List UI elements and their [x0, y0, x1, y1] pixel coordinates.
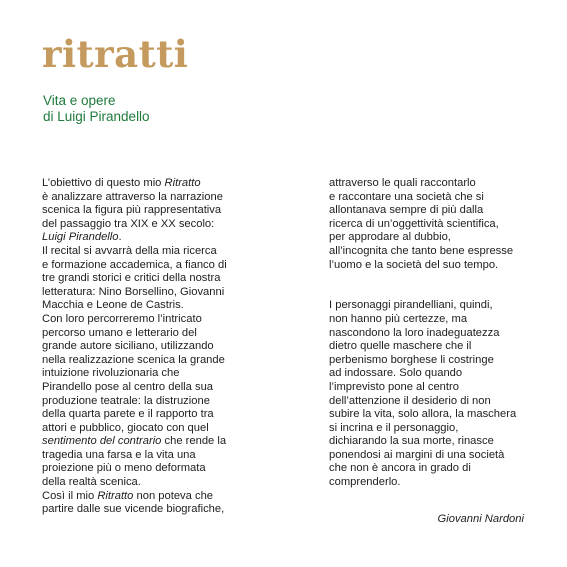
- text-line: [42, 327, 282, 341]
- text-line: [42, 218, 282, 232]
- text-line: [329, 259, 539, 273]
- text-line: [42, 340, 282, 354]
- text-line: [42, 272, 282, 286]
- text-segment: scenica la figura più rappresentativa: [42, 204, 222, 217]
- text-segment: partire dalle sue vicende biografiche,: [42, 503, 225, 516]
- text-line: [42, 313, 282, 327]
- text-line: [329, 422, 539, 436]
- text-segment: comprenderlo.: [329, 476, 401, 489]
- paragraph-gap: [329, 272, 539, 286]
- text-line: [42, 503, 282, 517]
- text-line: [42, 422, 282, 436]
- text-segment: ricerca di un’oggettività scientifica,: [329, 217, 499, 230]
- text-segment: L’obiettivo di questo mio: [42, 177, 165, 189]
- text-segment: I personaggi pirandelliani, quindi,: [329, 299, 493, 312]
- text-line: [329, 476, 539, 490]
- text-segment: Il recital si avvarrà della mia ricerca: [42, 244, 217, 257]
- text-line: [42, 476, 282, 490]
- text-line: [329, 191, 539, 205]
- text-line: [329, 177, 539, 191]
- text-line: [42, 449, 282, 463]
- text-segment: grande autore siciliano, utilizzando: [42, 340, 214, 353]
- text-line: [42, 286, 282, 300]
- author-signature: Giovanni Nardoni: [437, 513, 524, 525]
- text-segment: l’uomo e la società del suo tempo.: [329, 258, 499, 271]
- text-segment: all’incognita che tanto bene espresse: [329, 244, 514, 257]
- text-segment: Pirandello pose al centro della sua: [42, 380, 214, 393]
- text-segment: subire la vita, solo allora, la maschera: [329, 408, 517, 421]
- text-segment: percorso umano e letterario del: [42, 326, 197, 339]
- text-segment: dichiarando la sua morte, rinasce: [329, 435, 494, 448]
- text-segment: proiezione più o meno deformata: [42, 462, 206, 475]
- text-column-left: [42, 177, 282, 517]
- text-line: [329, 245, 539, 259]
- subtitle-line: di Luigi Pirandello: [43, 108, 150, 124]
- text-segment: nella realizzazione scenica la grande: [42, 353, 225, 366]
- text-line: [42, 435, 282, 449]
- text-segment: non hanno più certezze, ma: [329, 312, 468, 325]
- text-line: [42, 177, 282, 191]
- text-segment: attori e pubblico, giocato con quel: [42, 421, 209, 434]
- text-segment: del passaggio tra XIX e XX secolo:: [42, 217, 215, 230]
- text-segment: dietro quelle maschere che il: [329, 340, 472, 353]
- text-segment: per approdare al dubbio,: [329, 231, 451, 244]
- text-line: [42, 395, 282, 409]
- text-segment: .: [118, 231, 122, 244]
- text-line: [329, 381, 539, 395]
- text-line: [329, 435, 539, 449]
- italic-text: Luigi Pirandello: [42, 231, 119, 244]
- text-segment: l’imprevisto pone al centro: [329, 380, 459, 393]
- text-segment: della quarta parete e il rapporto tra: [42, 408, 214, 421]
- text-line: [329, 204, 539, 218]
- text-segment: tre grandi storici e critici della nostra: [42, 272, 221, 285]
- subtitle: [43, 93, 150, 124]
- text-segment: ad indossare. Solo quando: [329, 367, 463, 380]
- text-line: [329, 327, 539, 341]
- text-line: [329, 313, 539, 327]
- text-line: [329, 299, 539, 313]
- text-line: [42, 245, 282, 259]
- text-line: [329, 449, 539, 463]
- text-line: [42, 191, 282, 205]
- text-line: [42, 381, 282, 395]
- text-segment: perbenismo borghese li costringe: [329, 353, 494, 366]
- text-segment: e raccontare una società che si: [329, 190, 484, 203]
- text-segment: si incrina e il personaggio,: [329, 421, 459, 434]
- text-line: [42, 259, 282, 273]
- text-line: [329, 395, 539, 409]
- brand-title: ritratti: [42, 32, 189, 76]
- subtitle-line: Vita e opere: [43, 93, 116, 108]
- text-segment: attraverso le quali raccontarlo: [329, 177, 476, 189]
- text-line: [329, 354, 539, 368]
- text-segment: allontanava sempre di più dalla: [329, 204, 484, 217]
- text-segment: letteratura: Nino Borsellino, Giovanni: [42, 285, 225, 298]
- text-segment: della realtà scenica.: [42, 476, 141, 489]
- text-segment: dell’attenzione il desiderio di non: [329, 394, 491, 407]
- text-column-right: [329, 177, 539, 490]
- text-line: [329, 218, 539, 232]
- text-segment: e formazione accademica, a fianco di: [42, 258, 227, 271]
- text-segment: nascondono la loro inadeguatezza: [329, 326, 500, 339]
- italic-text: Ritratto: [97, 489, 134, 502]
- text-segment: Così il mio: [42, 489, 98, 502]
- text-line: [42, 462, 282, 476]
- text-segment: intuizione rivoluzionaria che: [42, 367, 180, 380]
- text-line: [329, 462, 539, 476]
- text-line: [42, 367, 282, 381]
- text-line: [329, 340, 539, 354]
- text-line: [42, 204, 282, 218]
- text-line: [42, 408, 282, 422]
- italic-text: Ritratto: [164, 177, 201, 189]
- text-segment: produzione teatrale: la distruzione: [42, 394, 210, 407]
- text-segment: Con loro percorreremo l’intricato: [42, 312, 202, 325]
- text-segment: non poteva che: [133, 489, 214, 502]
- text-line: [329, 408, 539, 422]
- text-line: [42, 299, 282, 313]
- paragraph-gap: [329, 286, 539, 300]
- italic-text: sentimento del contrario: [42, 435, 162, 448]
- text-line: [329, 231, 539, 245]
- text-segment: ponendosi ai margini di una società: [329, 448, 505, 461]
- text-line: [42, 490, 282, 504]
- text-segment: che rende la: [161, 435, 227, 448]
- text-segment: che non è ancora in grado di: [329, 462, 471, 475]
- text-segment: Macchia e Leone de Castris.: [42, 299, 184, 312]
- text-line: [42, 231, 282, 245]
- text-segment: tragedia una farsa e la vita una: [42, 448, 196, 461]
- text-segment: è analizzare attraverso la narrazione: [42, 190, 223, 203]
- text-line: [329, 367, 539, 381]
- text-line: [42, 354, 282, 368]
